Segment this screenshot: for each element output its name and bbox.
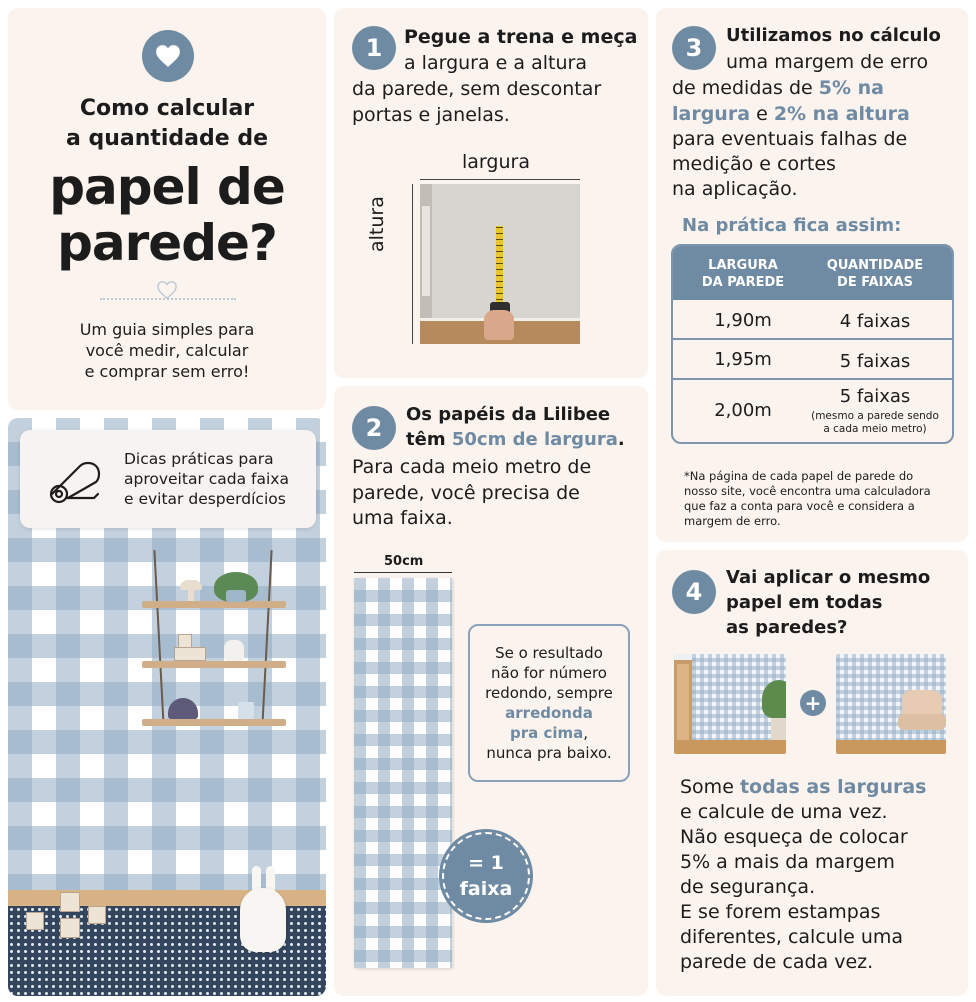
bunny-figurine — [224, 640, 244, 661]
row-width: 1,90m — [714, 310, 772, 331]
bunny-lamp — [240, 888, 286, 952]
intro-big-1: papel de — [49, 158, 285, 216]
row-width: 1,95m — [714, 349, 772, 370]
letter-block — [60, 892, 80, 912]
plant-pot — [771, 718, 786, 740]
row-width: 2,00m — [714, 400, 772, 421]
step4-bold-3: as paredes? — [726, 617, 848, 638]
shelf-board — [142, 601, 286, 608]
note-line-7: nunca pra baixo. — [486, 744, 612, 762]
height-dimension-line — [412, 184, 413, 344]
hand — [484, 310, 514, 340]
intro-title-2: a quantidade de — [65, 126, 269, 151]
width-dimension-line — [420, 179, 580, 180]
step2-number: 2 — [352, 406, 396, 450]
intro-subtitle-3: e comprar sem erro! — [84, 362, 250, 381]
step4-line-3: Não esqueça de colocar — [680, 826, 908, 848]
note-line-2: não for número — [491, 664, 607, 682]
wallpaper-roll-icon — [46, 454, 104, 506]
strip-width-label: 50cm — [384, 554, 424, 569]
shelf-rope-right — [261, 550, 272, 726]
header-width-2: DA PAREDE — [701, 275, 785, 290]
tips-card — [20, 430, 316, 528]
step4-line-5: de segurança. — [680, 876, 816, 898]
step2-bold-2: têm 50cm de largura. — [406, 429, 625, 450]
footnote-4: margem de erro. — [684, 514, 781, 528]
one-strip-badge: = 1 faixa — [442, 832, 530, 920]
row-strips: 5 faixas — [839, 351, 911, 372]
intro-title-1: Como calcular — [79, 96, 255, 121]
room-photo — [8, 418, 326, 996]
rounding-note — [468, 624, 630, 782]
note-line-1: Se o resultado — [495, 644, 603, 662]
plus-badge: + — [800, 690, 826, 716]
footnote-3: que faz a conta para você e considera a — [684, 499, 915, 513]
letter-block — [26, 912, 44, 930]
footnote-1: *Na página de cada papel de parede do — [684, 469, 914, 483]
step3-number: 3 — [672, 26, 716, 70]
intro-subtitle-2: você medir, calcular — [85, 341, 249, 360]
step1-line2: a largura e a altura — [404, 52, 587, 74]
step4-line-8: parede de cada vez. — [680, 951, 874, 973]
step4-line-1: Some todas as larguras — [680, 776, 927, 798]
step2-line-3: uma faixa. — [352, 507, 453, 529]
header-qty-2: DE FAIXAS — [837, 275, 913, 290]
room-measure-photo — [420, 184, 580, 344]
dotted-divider — [100, 298, 236, 300]
header-width-1: LARGURA — [708, 258, 778, 273]
step2-bold-1: Os papéis da Lilibee — [406, 404, 611, 425]
step2-line-1: Para cada meio metro de — [352, 456, 592, 478]
letter-block — [88, 906, 106, 924]
plant — [762, 680, 786, 718]
shelf-board — [142, 719, 286, 726]
height-label: altura — [366, 196, 388, 252]
letter-block — [60, 918, 80, 938]
practice-title: Na prática fica assim: — [682, 215, 902, 236]
step3-panel — [656, 8, 968, 542]
heart-icon — [155, 44, 181, 68]
plant-pot — [226, 590, 246, 602]
step4-line-6: E se forem estampas — [680, 901, 881, 923]
pencil-cup — [238, 702, 254, 719]
tips-line-2: aproveitar cada faixa — [124, 470, 289, 488]
step3-line-5: para eventuais falhas de — [672, 128, 908, 150]
step4-panel — [656, 550, 968, 996]
table-row — [673, 300, 954, 340]
step4-line-2: e calcule de uma vez. — [680, 801, 888, 823]
intro-panel — [8, 8, 326, 410]
heart-badge — [142, 30, 194, 82]
note-line-3: redondo, sempre — [485, 684, 613, 702]
note-line-4: arredonda — [505, 704, 593, 722]
header-qty-1: QUANTIDADE — [826, 258, 924, 273]
shelf-rope-left — [153, 550, 164, 726]
table-row — [673, 380, 954, 444]
armchair-seat — [898, 714, 946, 730]
step2-panel — [334, 386, 648, 996]
step3-line-4: largura e 2% na altura — [672, 103, 910, 125]
strips-table — [671, 244, 954, 444]
letter-block — [174, 647, 206, 661]
letter-block — [178, 634, 192, 648]
mushroom-toy — [188, 589, 194, 601]
step4-number: 4 — [672, 570, 716, 614]
step3-line-6: medição e cortes — [672, 153, 836, 175]
step1-line4: portas e janelas. — [352, 104, 510, 126]
step4-bold-1: Vai aplicar o mesmo — [726, 567, 931, 588]
step3-bold: Utilizamos no cálculo — [726, 25, 941, 46]
intro-subtitle-1: Um guia simples para — [79, 320, 255, 339]
room-image-2 — [836, 654, 946, 754]
step3-line-7: na aplicação. — [672, 178, 798, 200]
intro-big-2: parede? — [57, 214, 277, 272]
tips-line-1: Dicas práticas para — [124, 450, 274, 468]
heart-outline-icon — [154, 280, 180, 300]
step1-panel — [334, 8, 648, 378]
room-image-1 — [674, 654, 786, 754]
scale-toy — [168, 698, 198, 719]
step3-line-2: uma margem de erro — [726, 51, 929, 73]
table-header — [673, 246, 954, 300]
row-note-2: a cada meio metro) — [823, 423, 927, 435]
step4-bold-2: papel em todas — [726, 592, 883, 613]
step2-line-2: parede, você precisa de — [352, 482, 580, 504]
row-strips: 4 faixas — [839, 311, 911, 332]
step4-line-7: diferentes, calcule uma — [680, 926, 904, 948]
note-line-5: pra cima, — [509, 724, 589, 742]
table-row — [673, 340, 954, 380]
wallpaper-strip — [354, 578, 452, 968]
strip-width-line — [354, 572, 452, 573]
step3-line-3: de medidas de 5% na — [672, 77, 884, 99]
step1-bold: Pegue a trena e meça — [404, 26, 638, 48]
step1-line3: da parede, sem descontar — [352, 78, 602, 100]
footnote-2: nosso site, você encontra uma calculadora — [684, 484, 931, 498]
step4-line-4: 5% a mais da margem — [680, 851, 895, 873]
shelf-board — [142, 661, 286, 668]
width-label: largura — [462, 151, 530, 173]
row-strips: 5 faixas — [839, 386, 911, 407]
step1-number: 1 — [352, 26, 396, 70]
row-note-1: (mesmo a parede sendo — [811, 410, 939, 422]
tips-line-3: e evitar desperdícios — [124, 490, 286, 508]
